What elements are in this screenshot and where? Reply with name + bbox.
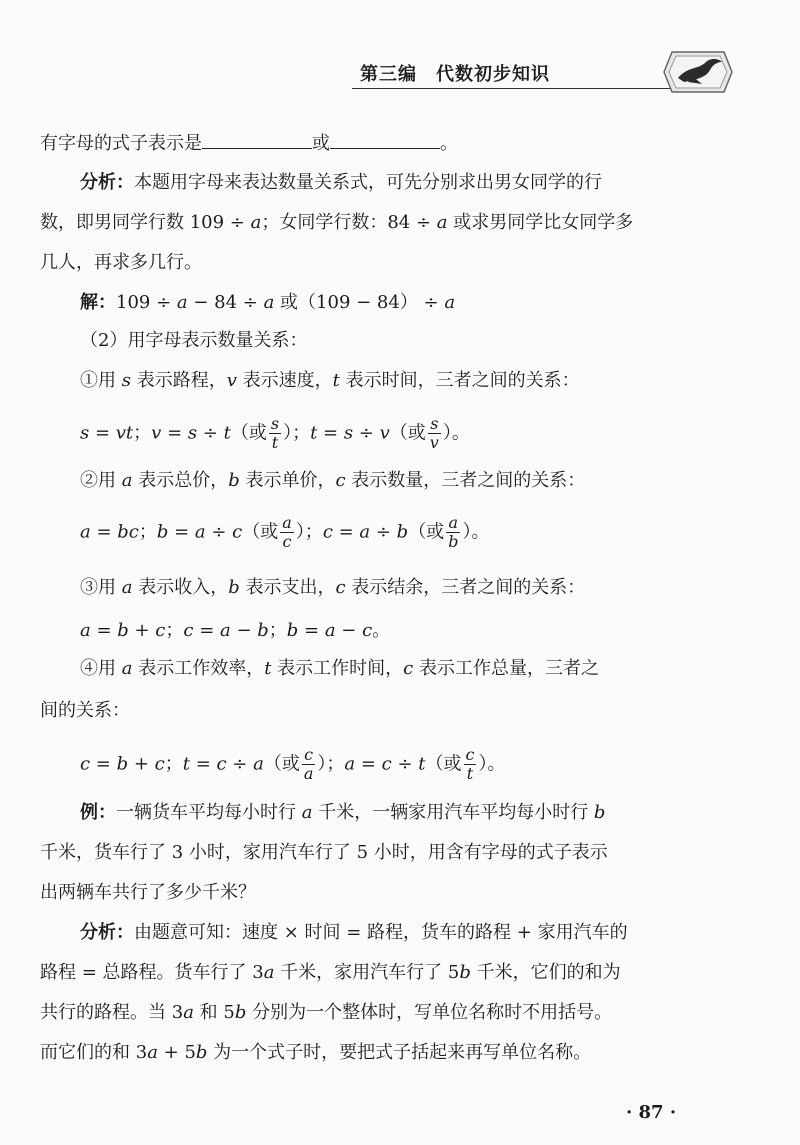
item4-formula: c = b + c；t = c ÷ a（或 $\frac{c}{a}$ ）；a = c ÷ t（或 $\frac{c}{t}$ ）。: [80, 745, 506, 783]
analysis2-line1: 分析：由题意可知：速度 × 时间 = 路程，货车的路程 + 家用汽车的: [80, 922, 628, 943]
item2-formula: a = bc；b = a ÷ c（或 $\frac{a}{c}$ ）；c = a ÷ b（或 $\frac{a}{b}$ ）。: [80, 513, 490, 551]
fraction: $\frac{c}{a}$: [303, 745, 314, 783]
item1-desc: ①用 s 表示路程，v 表示速度，t 表示时间，三者之间的关系：: [80, 370, 580, 391]
answer-blank-2[interactable]: [330, 130, 440, 149]
example-line3: 出两辆车共行了多少千米？: [40, 882, 256, 903]
analysis1-line1: 分析：本题用字母来表达数量关系式，可先分别求出男女同学的行: [80, 172, 602, 193]
solution-label: 解：: [80, 292, 116, 313]
analysis2-line4: 而它们的和 3a + 5b 为一个式子时，要把式子括起来再写单位名称。: [40, 1042, 592, 1063]
solution1-line: 解：109 ÷ a − 84 ÷ a 或（109 − 84） ÷ a: [80, 292, 456, 313]
item4-desc-line2: 间的关系：: [40, 700, 130, 721]
section2-heading: （2）用字母表示数量关系：: [80, 330, 308, 351]
page-header: [0, 48, 800, 96]
fraction: $\frac{a}{b}$: [448, 513, 459, 551]
answer-blank-1[interactable]: [202, 130, 312, 149]
analysis2-line3: 共行的路程。当 3a 和 5b 分别为一个整体时，写单位名称时不用括号。: [40, 1002, 613, 1023]
analysis1-line2: 数，即男同学行数 109 ÷ a；女同学行数：84 ÷ a 或求男同学比女同学多: [40, 212, 634, 233]
example-label: 例：: [80, 802, 116, 823]
item4-desc: ④用 a 表示工作效率，t 表示工作时间，c 表示工作总量，三者之: [80, 658, 599, 679]
chapter-title: 第三编 代数初步知识: [360, 64, 550, 85]
analysis-label: 分析：: [80, 172, 134, 193]
analysis-label: 分析：: [80, 922, 134, 943]
fraction: $\frac{s}{v}$: [429, 414, 439, 452]
example-line2: 千米，货车行了 3 小时，家用汽车行了 5 小时，用含有字母的式子表示: [40, 842, 608, 863]
item3-formula: a = b + c；c = a − b；b = a − c。: [80, 620, 391, 641]
fraction: $\frac{s}{t}$: [270, 414, 280, 452]
page-number: · 87 ·: [626, 1102, 677, 1123]
item2-desc: ②用 a 表示总价，b 表示单价，c 表示数量，三者之间的关系：: [80, 470, 586, 491]
example-line1: 例：一辆货车平均每小时行 a 千米，一辆家用汽车平均每小时行 b: [80, 802, 606, 823]
analysis1-line3: 几人，再求多几行。: [40, 252, 202, 273]
item3-desc: ③用 a 表示收入，b 表示支出，c 表示结余，三者之间的关系：: [80, 577, 586, 598]
fraction: $\frac{a}{c}$: [282, 513, 292, 551]
eagle-emblem-icon: [662, 48, 734, 96]
intro-line: 有字母的式子表示是 或 。: [40, 130, 720, 157]
item1-formula: s = vt；v = s ÷ t（或 $\frac{s}{t}$ ）；t = s ÷ v（或 $\frac{s}{v}$ ）。: [80, 414, 470, 452]
fraction: $\frac{c}{t}$: [465, 745, 475, 783]
analysis2-line2: 路程 = 总路程。货车行了 3a 千米，家用汽车行了 5b 千米，它们的和为: [40, 962, 621, 983]
header-divider: [352, 88, 682, 89]
